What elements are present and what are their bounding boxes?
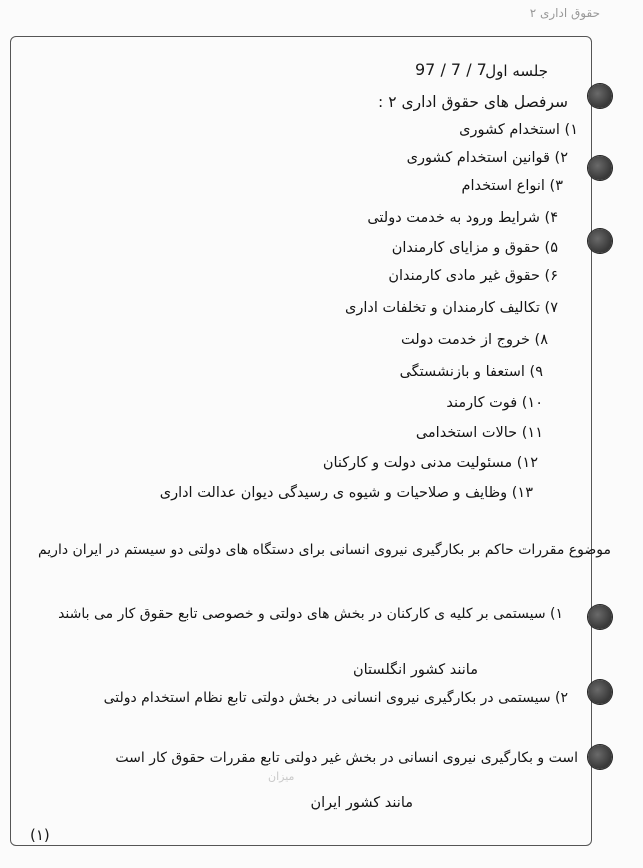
page-number: (۱) <box>30 826 50 844</box>
topic-item: ۱) استخدام کشوری <box>459 122 578 138</box>
paragraph-line: مانند کشور انگلستان <box>352 662 478 678</box>
paragraph-line: ۱) سیستمی بر کلیه ی کارکنان در بخش های دولتی و خصوصی تابع حقوق کار می باشند <box>58 606 563 622</box>
topic-item: ۳) انواع استخدام <box>461 178 563 194</box>
binder-hole-icon <box>588 229 612 253</box>
topic-item: ۴) شرایط ورود به خدمت دولتی <box>367 210 558 226</box>
topic-item: ۸) خروج از خدمت دولت <box>401 332 548 348</box>
binder-hole-icon <box>588 745 612 769</box>
topic-item: ۲) قوانین استخدام کشوری <box>406 150 568 166</box>
topic-item: ۱۳) وظایف و صلاحیات و شیوه ی رسیدگی دیوان عدالت اداری <box>159 485 533 501</box>
paragraph-line: ۲) سیستمی در بکارگیری نیروی انسانی در بخش دولتی تابع نظام استخدام دولتی <box>103 690 568 706</box>
topic-item: ۱۲) مسئولیت مدنی دولت و کارکنان <box>322 455 538 471</box>
paragraph-line: است و بکارگیری نیروی انسانی در بخش غیر دولتی تابع مقررات حقوق کار است <box>115 750 578 766</box>
paragraph-line: مانند کشور ایران <box>310 795 413 811</box>
topic-item: ۱۰) فوت کارمند <box>446 395 543 411</box>
section-heading: سرفصل های حقوق اداری ۲ : <box>378 93 568 111</box>
paragraph-line: موضوع مقررات حاکم بر بکارگیری نیروی انسانی برای دستگاه های دولتی دو سیستم در ایران داریم <box>37 542 611 558</box>
session-date: 97 / 7 / 7 <box>415 60 487 79</box>
binder-hole-icon <box>588 605 612 629</box>
topic-item: ۹) استعفا و بازنشستگی <box>399 364 543 380</box>
session-label: جلسه اول <box>485 62 548 80</box>
page-header: حقوق اداری ۲ <box>529 6 600 20</box>
binder-hole-icon <box>588 156 612 180</box>
binder-hole-icon <box>588 84 612 108</box>
topic-item: ۶) حقوق غیر مادی کارمندان <box>388 268 558 284</box>
binder-hole-icon <box>588 680 612 704</box>
watermark: ﻣﻴﺰﺍﻥ <box>268 770 295 783</box>
topic-item: ۵) حقوق و مزایای کارمندان <box>391 240 558 256</box>
topic-item: ۷) تکالیف کارمندان و تخلفات اداری <box>345 300 558 316</box>
topic-item: ۱۱) حالات استخدامی <box>415 425 543 441</box>
